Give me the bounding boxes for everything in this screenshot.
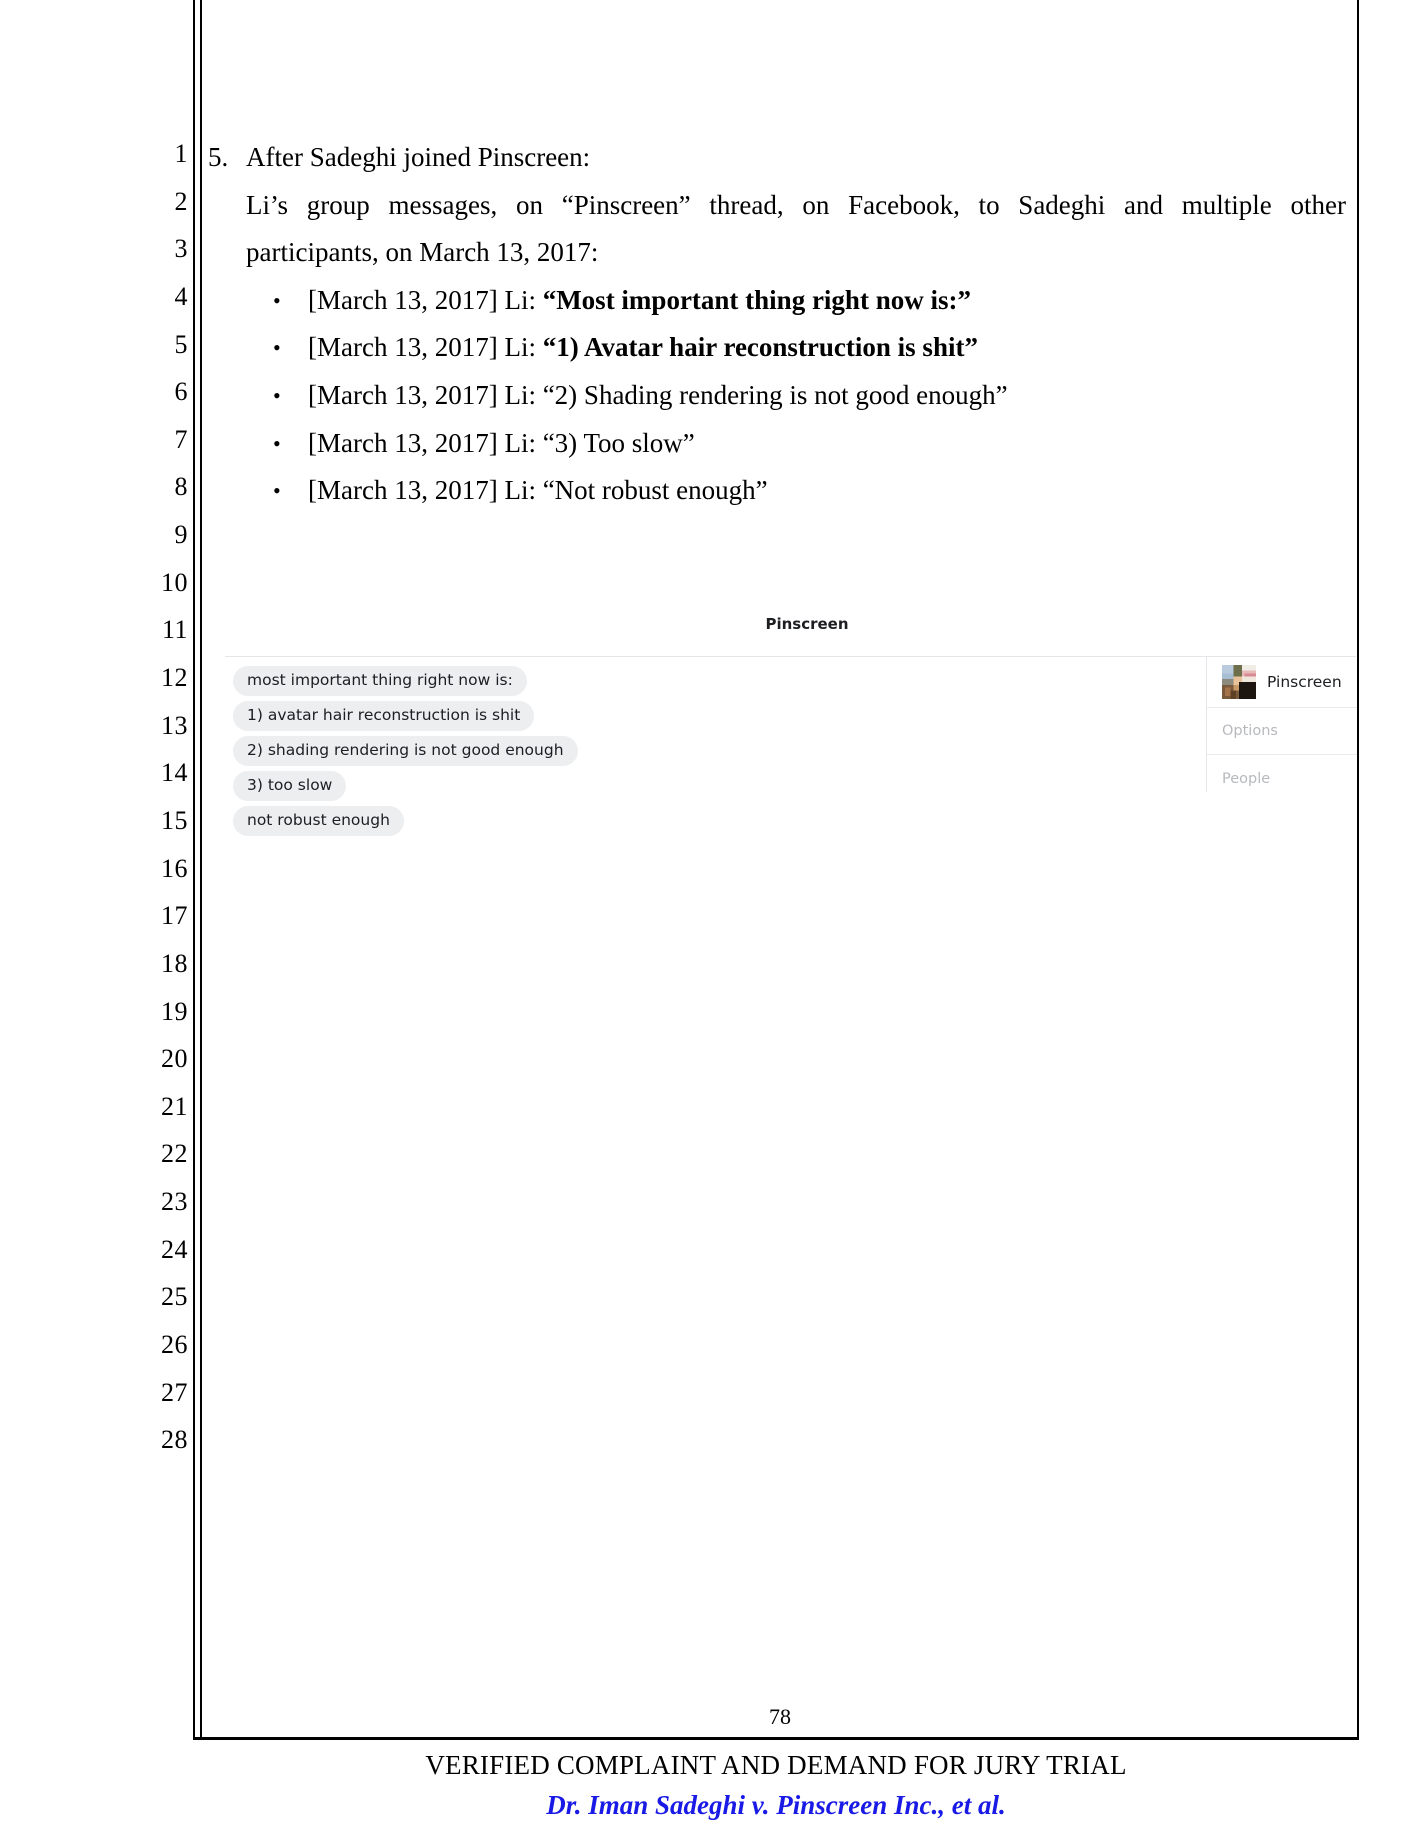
bullet-quote: “3) Too slow” — [542, 427, 695, 458]
line-number: 16 — [161, 853, 188, 883]
options-row[interactable] — [1207, 708, 1357, 755]
line-number: 26 — [161, 1330, 188, 1360]
paragraph-marker: 5. — [208, 142, 229, 172]
footer-title: VERIFIED COMPLAINT AND DEMAND FOR JURY TRIAL — [425, 1750, 1127, 1780]
bullet-item — [208, 324, 1348, 372]
line-number: 28 — [161, 1425, 188, 1455]
message-bubble[interactable]: 2) shading rendering is not good enough — [233, 736, 578, 766]
line-number: 25 — [161, 1282, 188, 1312]
line-number: 12 — [161, 663, 188, 693]
message-bubble[interactable]: 1) avatar hair reconstruction is shit — [233, 701, 534, 731]
line-number: 5 — [174, 329, 188, 359]
bullet-quote: “1) Avatar hair reconstruction is shit” — [542, 332, 978, 363]
bullet-prefix: [March 13, 2017] Li: — [308, 332, 543, 363]
line-number: 20 — [161, 1044, 188, 1074]
message-row — [233, 701, 993, 736]
line-number: 9 — [174, 520, 188, 550]
message-row — [233, 736, 993, 771]
bullet-item — [208, 420, 1348, 468]
options-label: Options — [1222, 723, 1278, 739]
line-number: 23 — [161, 1187, 188, 1217]
message-bubble[interactable]: not robust enough — [233, 806, 404, 836]
bullet-quote: “2) Shading rendering is not good enough” — [542, 379, 1008, 410]
people-label: People — [1222, 770, 1271, 787]
bullet-prefix: [March 13, 2017] Li: — [308, 284, 543, 315]
line-number: 18 — [161, 948, 188, 978]
avatar — [1222, 665, 1256, 699]
right-margin-rule — [1357, 0, 1359, 1739]
bullet-prefix: [March 13, 2017] Li: — [308, 427, 543, 458]
paragraph-lead-text: After Sadeghi joined Pinscreen: — [246, 142, 591, 172]
bullet-item — [208, 372, 1348, 420]
paragraph-body-line-1: Li’s group messages, on “Pinscreen” thread, on Facebook, to Sadeghi and multiple other — [246, 189, 1346, 220]
page-number: 78 — [769, 1704, 791, 1729]
left-margin-rule-outer — [193, 0, 195, 1739]
line-number: 10 — [161, 567, 188, 597]
thread-title: Pinscreen — [765, 615, 849, 633]
footer-divider — [193, 1737, 1359, 1740]
numbered-paragraph-heading — [208, 134, 1348, 182]
people-row[interactable] — [1207, 755, 1357, 802]
avatar-image — [1222, 665, 1256, 699]
line-number: 13 — [161, 710, 188, 740]
line-number: 21 — [161, 1091, 188, 1121]
quoted-message-bullet-list — [208, 277, 1348, 515]
bullet-quote: “Most important thing right now is:” — [542, 284, 971, 315]
line-number: 24 — [161, 1234, 188, 1264]
bullet-item — [208, 467, 1348, 515]
line-number: 4 — [174, 281, 188, 311]
thread-name-label: Pinscreen — [1267, 672, 1342, 691]
line-number: 7 — [174, 424, 188, 454]
line-number: 11 — [161, 615, 188, 645]
thread-details-panel — [1206, 656, 1357, 792]
bullet-item — [208, 277, 1348, 325]
thread-header-divider — [225, 656, 1356, 657]
line-number-column — [140, 130, 188, 1464]
line-number: 6 — [174, 377, 188, 407]
message-row — [233, 666, 993, 701]
line-number: 27 — [161, 1377, 188, 1407]
message-bubble[interactable]: 3) too slow — [233, 771, 346, 801]
line-number: 15 — [161, 805, 188, 835]
line-number: 14 — [161, 758, 188, 788]
line-number: 3 — [174, 234, 188, 264]
line-number: 22 — [161, 1139, 188, 1169]
page-body — [208, 134, 1348, 515]
message-list — [233, 666, 993, 841]
paragraph-body-line-2: participants, on March 13, 2017: — [246, 237, 599, 268]
line-number: 17 — [161, 901, 188, 931]
line-number: 2 — [174, 186, 188, 216]
message-row — [233, 771, 993, 806]
message-row — [233, 806, 993, 841]
line-number: 19 — [161, 996, 188, 1026]
bullet-quote: “Not robust enough” — [542, 475, 768, 506]
line-number: 8 — [174, 472, 188, 502]
bullet-prefix: [March 13, 2017] Li: — [308, 475, 543, 506]
line-number: 1 — [174, 139, 188, 168]
footer-case-caption: Dr. Iman Sadeghi v. Pinscreen Inc., et al. — [546, 1790, 1006, 1820]
left-margin-rule-inner — [200, 0, 202, 1739]
message-bubble[interactable]: most important thing right now is: — [233, 666, 527, 696]
embedded-messenger-screenshot — [203, 614, 1356, 829]
bullet-prefix: [March 13, 2017] Li: — [308, 379, 543, 410]
thread-summary-row[interactable] — [1207, 656, 1357, 708]
